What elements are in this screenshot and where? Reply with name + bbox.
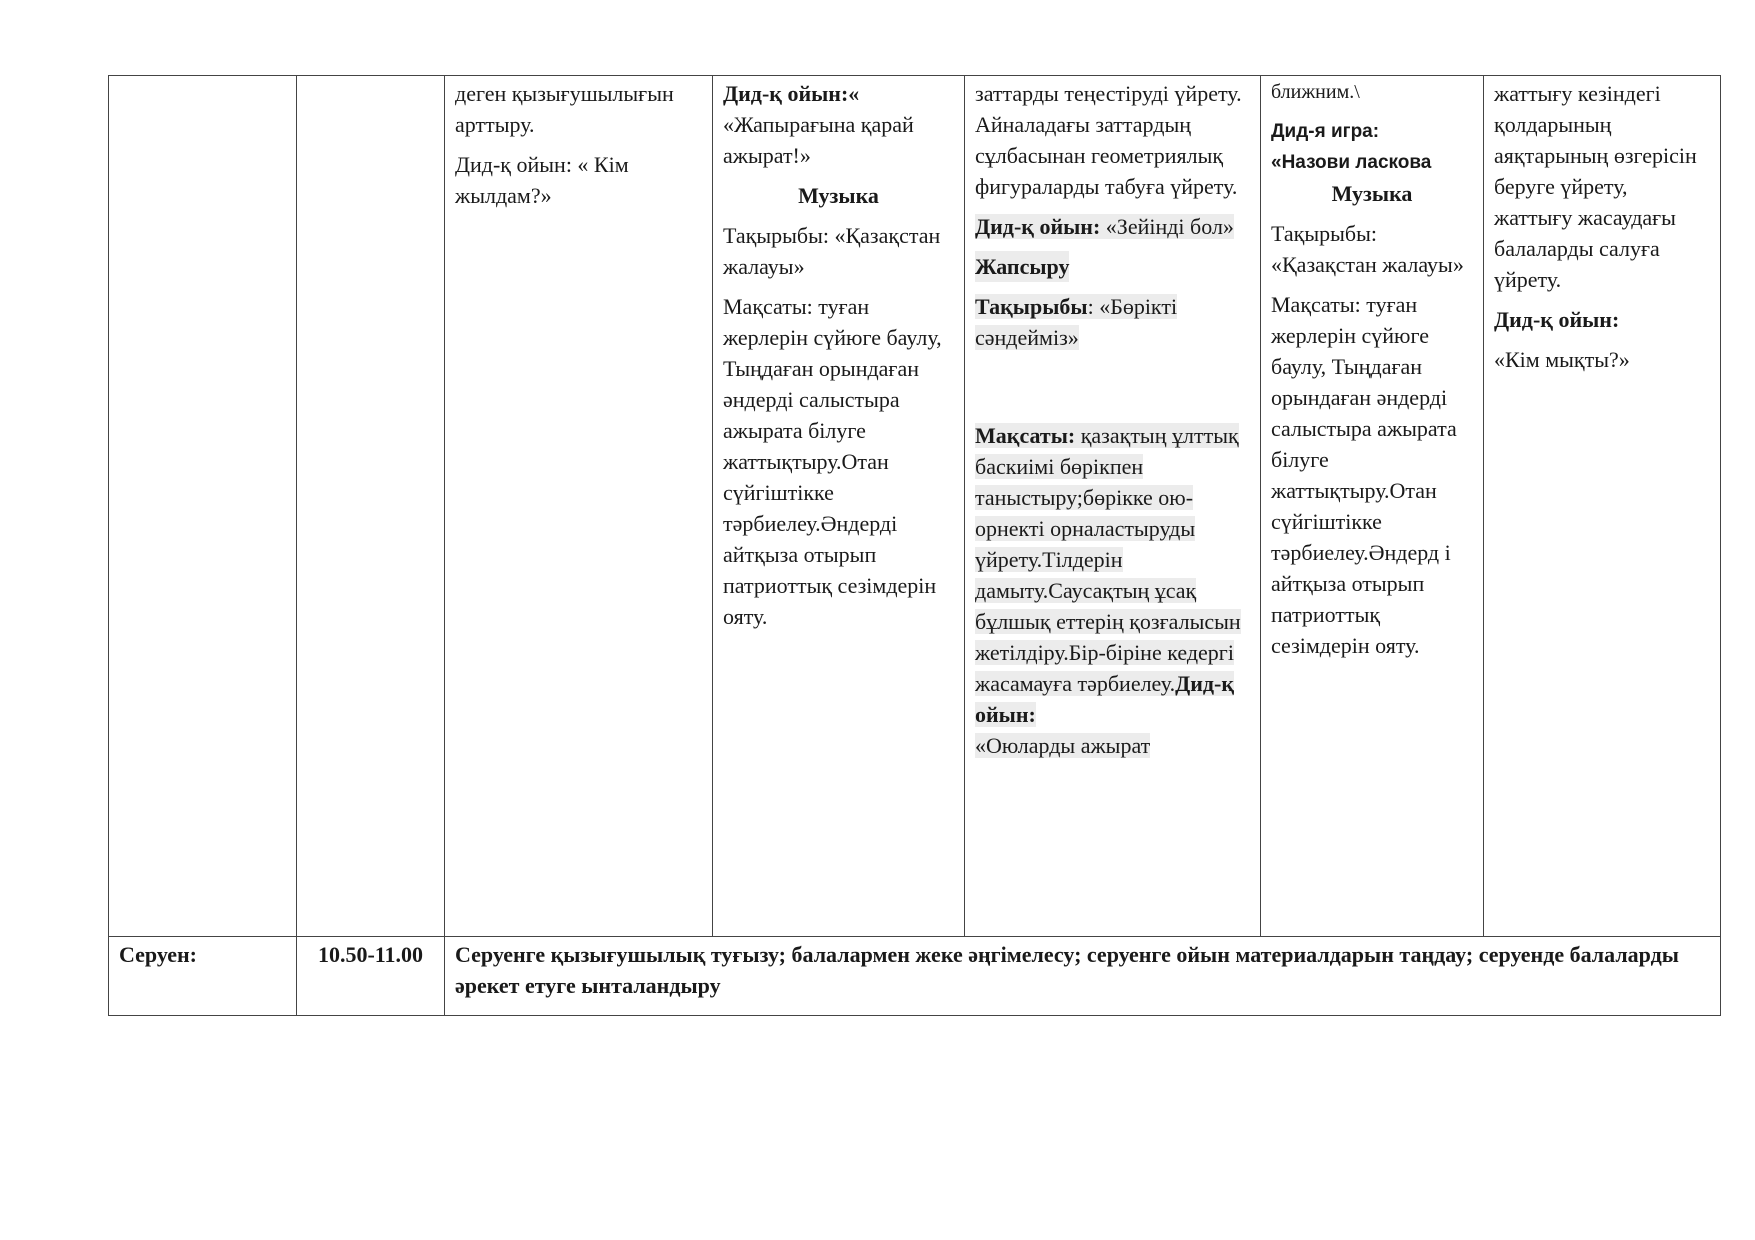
walk-description: Серуенге қызығушылық туғызу; балалармен жеке әңгімелесу; серуенге ойын материалдарын таңдау; серуенде балаларды әрекет етуге ынталандыру — [445, 937, 1721, 1016]
section-heading: Жапсыру — [975, 251, 1069, 282]
section-heading: Музыка — [1331, 180, 1413, 206]
cell-text: деген қызығушылығын арттыру. — [455, 81, 674, 137]
table-row — [109, 76, 1721, 937]
goal-text: Мақсаты: туған жерлерін сүйюге баулу, Тыңдаған орындаған әндерді салыстыра ажырата білуге жаттықтыру.Отан сүйгіштікке тәрбиелеу.Әндерд і айтқыза отырып патриоттық сезімдерін ояту. — [1271, 291, 1457, 658]
section-heading: Музыка — [798, 183, 879, 208]
empty-cell-time — [297, 76, 445, 937]
empty-cell-label — [109, 76, 297, 937]
topic-label: Тақырыбы — [975, 294, 1088, 319]
game-label: Дид-қ ойын: — [975, 214, 1101, 239]
cell-col5 — [965, 76, 1261, 937]
cell-col7 — [1484, 76, 1721, 937]
game-text: Дид-қ ойын: « Кім жылдам?» — [455, 152, 629, 208]
topic-text: Тақырыбы: «Қазақстан жалауы» — [1271, 220, 1464, 277]
table-row — [109, 937, 1721, 1016]
activity-plan-table — [108, 75, 1721, 1016]
game-paragraph — [723, 78, 954, 171]
game-text: «Кім мықты?» — [1494, 347, 1630, 372]
walk-label: Серуен: — [109, 937, 297, 1016]
cell-text: ближним.\ — [1271, 81, 1360, 103]
game-text: «Оюларды ажырат — [975, 733, 1151, 758]
walk-time: 10.50-11.00 — [297, 937, 445, 1016]
game-text: «Назови ласкова — [1271, 151, 1432, 173]
cell-col6 — [1261, 76, 1484, 937]
game-paragraph — [975, 211, 1250, 242]
spacer — [975, 362, 1250, 420]
game-label: Дид-қ ойын: — [1494, 307, 1620, 332]
topic-text: Тақырыбы: «Қазақстан жалауы» — [723, 223, 941, 279]
cell-text: заттарды теңестіруді үйрету. Айналадағы заттардың сұлбасынан геометриялық фигураларды табуға үйрету. — [975, 81, 1242, 199]
topic-paragraph — [975, 291, 1250, 353]
game-label: Дид-я игра: — [1271, 120, 1380, 142]
cell-col4 — [713, 76, 965, 937]
game-text: «Зейінді бол» — [1100, 214, 1234, 239]
game-label: Дид-қ ойын:« — [723, 81, 860, 106]
goal-label: Мақсаты: — [975, 423, 1076, 448]
topic-text: : «Бөрікті сәндейміз» — [975, 294, 1178, 350]
goal-text: Мақсаты: туған жерлерін сүйюге баулу, Тыңдаған орындаған әндерді салыстыра ажырата білуге жаттықтыру.Отан сүйгіштікке тәрбиелеу.Әндерді айтқыза отырып патриоттық сезімдерін ояту. — [723, 294, 942, 629]
game-label: Дид-қ ойын: — [975, 671, 1235, 727]
cell-text: жаттығу кезіндегі қолдарының аяқтарының өзгерісін беруге үйрету, жаттығу жасаудағы балаларды салуға үйрету. — [1494, 81, 1697, 292]
cell-col3 — [445, 76, 713, 937]
goal-text: қазақтың ұлттық баскиімі бөрікпен таныстыру;бөрікке ою-орнекті орналастыруды үйрету.Тілдерін дамыту.Саусақтың ұсақ бұлшық еттерің қозғалысын жетілдіру.Бір-біріне кедергі жасамауға тәрбиелеу. — [975, 423, 1241, 696]
goal-paragraph — [975, 420, 1250, 761]
game-text: «Жапырағына қарай ажырат!» — [723, 112, 914, 168]
